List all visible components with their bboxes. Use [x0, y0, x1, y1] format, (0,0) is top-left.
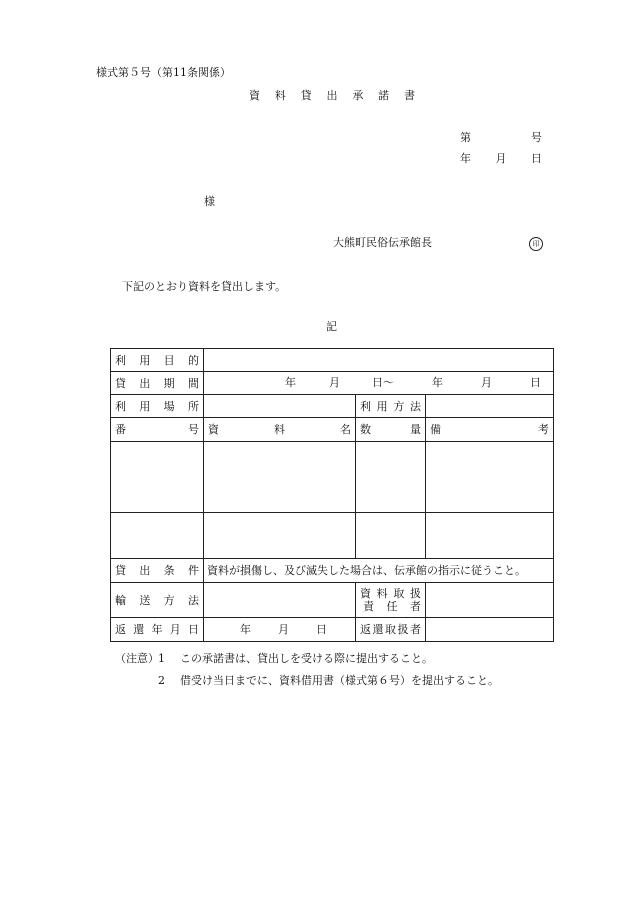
quantity-header: 数 量: [360, 423, 421, 436]
number-header: 番 号: [115, 423, 199, 436]
title-char: 料: [274, 89, 286, 102]
row-conditions: [111, 559, 554, 583]
issue-date: [460, 152, 542, 166]
place-label: 利 用 場 所: [115, 399, 199, 413]
title-char: 書: [403, 89, 415, 102]
item-row: [111, 513, 554, 559]
title-char: 資: [249, 89, 260, 102]
doc-number-prefix: 第: [460, 131, 471, 144]
handler-label: 資 料 取 扱 責 任 者: [360, 587, 421, 613]
purpose-value[interactable]: [204, 349, 554, 372]
document-title: [249, 89, 415, 103]
note-number: 2: [158, 674, 165, 687]
period-year-2: 年: [432, 376, 443, 389]
title-char: 貸: [300, 89, 312, 102]
return-date-value[interactable]: [204, 618, 356, 642]
row-purpose: [111, 349, 554, 372]
note-number: 1: [158, 652, 165, 665]
row-transport: [111, 583, 554, 618]
conditions-label: 貸 出 条 件: [115, 564, 199, 577]
transport-value[interactable]: [204, 583, 356, 618]
return-year: 年: [240, 622, 251, 636]
conditions-text: 資料が損傷し、及び滅失した場合は、伝承館の指示に従うこと。: [204, 559, 554, 583]
item-quantity-cell[interactable]: [356, 442, 426, 513]
method-value[interactable]: [426, 395, 554, 418]
issue-date-year: 年: [460, 152, 471, 165]
row-place: [111, 395, 554, 418]
item-name-cell[interactable]: [204, 513, 356, 559]
title-char: 諾: [378, 89, 390, 102]
period-month-1: 月: [329, 376, 340, 389]
intro-text: 下記のとおり資料を貸出します。: [122, 280, 287, 293]
return-month: 月: [278, 622, 289, 636]
item-number-cell[interactable]: [111, 513, 204, 559]
period-label: 貸 出 期 間: [115, 376, 199, 390]
loan-approval-table: [110, 348, 554, 642]
item-row: [111, 442, 554, 513]
item-number-cell[interactable]: [111, 442, 204, 513]
addressee-honorific: 様: [204, 195, 215, 208]
seal-mark: 印: [529, 237, 543, 251]
purpose-label: 利 用 目 的: [115, 353, 199, 367]
issue-date-day: 日: [531, 152, 542, 165]
title-char: 承: [352, 89, 364, 102]
item-remarks-cell[interactable]: [426, 442, 554, 513]
handler-value[interactable]: [426, 583, 554, 618]
return-handler-value[interactable]: [426, 618, 554, 642]
return-handler-label: 返 還 取 扱 者: [360, 623, 421, 636]
period-day-1: 日〜: [372, 376, 394, 389]
note-text: この承諾書は、貸出しを受ける際に提出すること。: [180, 652, 433, 665]
period-month-2: 月: [481, 376, 492, 389]
ki-heading: 記: [326, 320, 337, 333]
return-date-label: 返 還 年 月 日: [115, 623, 199, 636]
form-number: 様式第５号（第11条関係）: [96, 66, 231, 79]
item-name-header: 資 料 名: [208, 423, 351, 436]
period-value[interactable]: [204, 372, 554, 395]
period-year-1: 年: [285, 376, 296, 389]
title-char: 出: [326, 89, 338, 102]
note-text: 借受け当日までに、資料借用書（様式第６号）を提出すること。: [180, 674, 499, 687]
item-name-cell[interactable]: [204, 442, 356, 513]
row-return: [111, 618, 554, 642]
document-number: [460, 131, 542, 145]
row-period: [111, 372, 554, 395]
place-value[interactable]: [204, 395, 356, 418]
method-label: 利 用 方 法: [360, 399, 421, 413]
issuer-name: 大熊町民俗伝承館長: [333, 236, 432, 249]
doc-number-suffix: 号: [531, 131, 542, 144]
period-day-2: 日: [530, 376, 541, 389]
notes-prefix: （注意）: [115, 652, 159, 665]
issue-date-month: 月: [495, 152, 507, 165]
item-remarks-cell[interactable]: [426, 513, 554, 559]
transport-label: 輸 送 方 法: [115, 593, 199, 607]
remarks-header: 備 考: [430, 423, 549, 436]
item-quantity-cell[interactable]: [356, 513, 426, 559]
return-day: 日: [316, 622, 327, 636]
row-item-headers: [111, 418, 554, 442]
